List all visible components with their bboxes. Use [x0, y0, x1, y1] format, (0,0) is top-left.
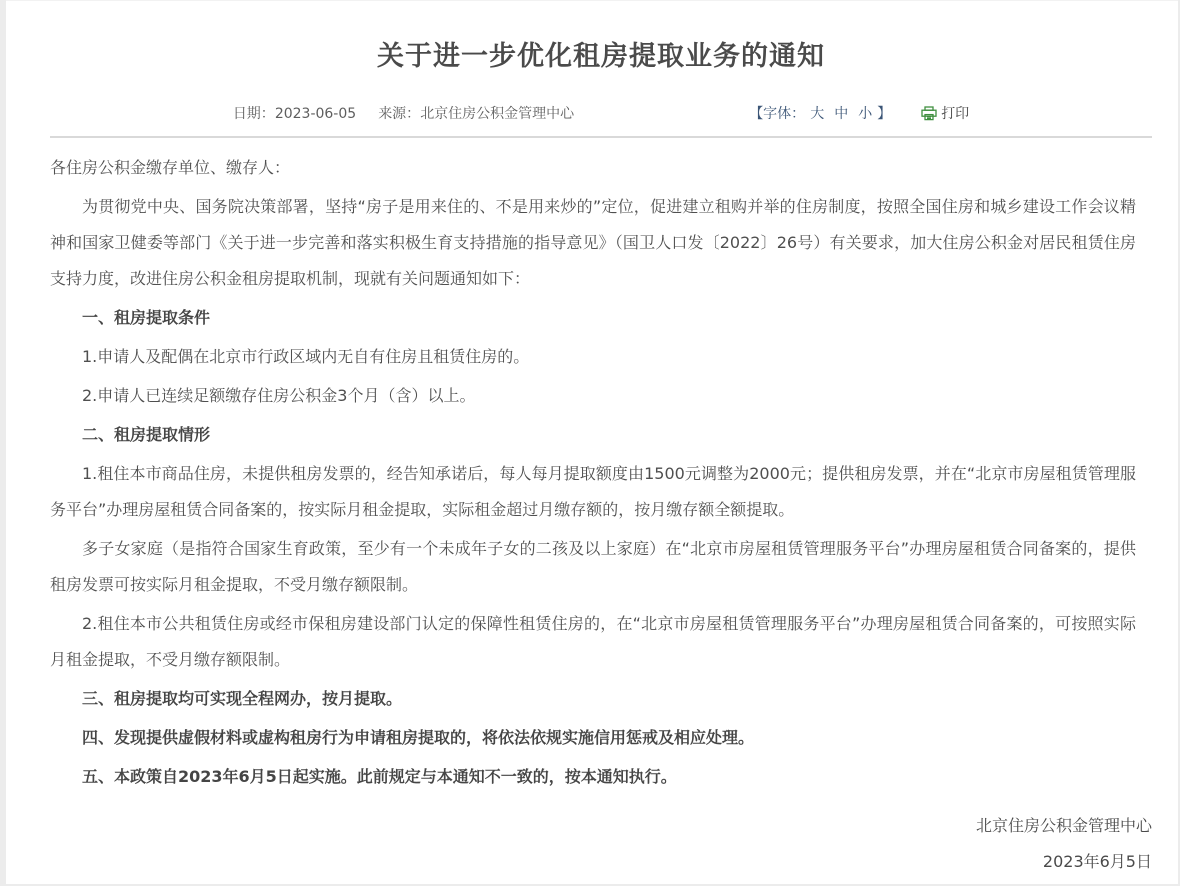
section-heading: 一、租房提取条件	[82, 308, 211, 327]
notice-panel	[6, 0, 1178, 884]
source-value: 北京住房公积金管理中心	[420, 106, 575, 122]
meta-date-source	[233, 103, 574, 123]
signature-org: 北京住房公积金管理中心	[975, 816, 1152, 835]
section-heading: 三、租房提取均可实现全程网办，按月提取。	[82, 689, 403, 708]
body-paragraph: 多子女家庭（是指符合国家生育政策，至少有一个未成年子女的二孩及以上家庭）在“北京市房屋租赁管理服务平台”办理房屋租赁合同备案的，提供租房发票可按实际月租金提取，不受月缴存额限制。	[50, 539, 1136, 594]
source-label: 来源：	[378, 106, 421, 122]
signature-date: 2023年6月5日	[1042, 852, 1152, 871]
font-size-small[interactable]: 小	[858, 106, 873, 122]
body-paragraph: 2.租住本市公共租赁住房或经市保租房建设部门认定的保障性租赁住房的，在“北京市房屋租赁管理服务平台”办理房屋租赁合同备案的，可按照实际月租金提取，不受月缴存额限制。	[50, 614, 1136, 669]
meta-tools	[749, 103, 969, 123]
section-heading: 五、本政策自2023年6月5日起实施。此前规定与本通知不一致的，按本通知执行。	[82, 767, 677, 786]
font-size-widget	[749, 103, 891, 123]
body-paragraph: 1.申请人及配偶在北京市行政区域内无自有住房且租赁住房的。	[82, 347, 530, 366]
section-heading: 二、租房提取情形	[82, 425, 211, 444]
date-label: 日期：	[232, 106, 275, 122]
print-label: 打印	[941, 106, 970, 122]
body-paragraph: 各住房公积金缴存单位、缴存人：	[50, 158, 291, 177]
section-heading: 四、发现提供虚假材料或虚构租房行为申请租房提取的，将依法依规实施信用惩戒及相应处理。	[82, 728, 755, 747]
body-paragraph: 为贯彻党中央、国务院决策部署，坚持“房子是用来住的、不是用来炒的”定位，促进建立租购并举的住房制度，按照全国住房和城乡建设工作会议精神和国家卫健委等部门《关于进一步完善和落实积极生育支持措施的指导意见》（国卫人口发〔2022〕26号）有关要求，加大住房公积金对居民租赁住房支持力度，改进住房公积金租房提取机制，现就有关问题通知如下：	[50, 197, 1136, 288]
print-button[interactable]	[921, 103, 969, 123]
font-size-medium[interactable]: 中	[834, 106, 849, 122]
notice-body	[50, 150, 1152, 795]
font-size-large[interactable]: 大	[810, 106, 825, 122]
meta-row	[50, 103, 1152, 123]
printer-icon	[921, 106, 941, 121]
date-value: 2023-06-05	[274, 106, 357, 122]
body-paragraph: 1.租住本市商品住房，未提供租房发票的，经告知承诺后，每人每月提取额度由1500元调整为2000元；提供租房发票，并在“北京市房屋租赁管理服务平台”办理房屋租赁合同备案的，按实际月租金提取，实际租金超过月缴存额的，按月缴存额全额提取。	[50, 464, 1136, 519]
font-widget-open: 【字体：	[749, 106, 806, 122]
page-title: 关于进一步优化租房提取业务的通知	[377, 41, 825, 72]
body-paragraph: 2.申请人已连续足额缴存住房公积金3个月（含）以上。	[82, 386, 476, 405]
font-widget-close: 】	[877, 106, 892, 122]
signature-block	[50, 808, 1152, 880]
header-divider	[50, 136, 1152, 138]
